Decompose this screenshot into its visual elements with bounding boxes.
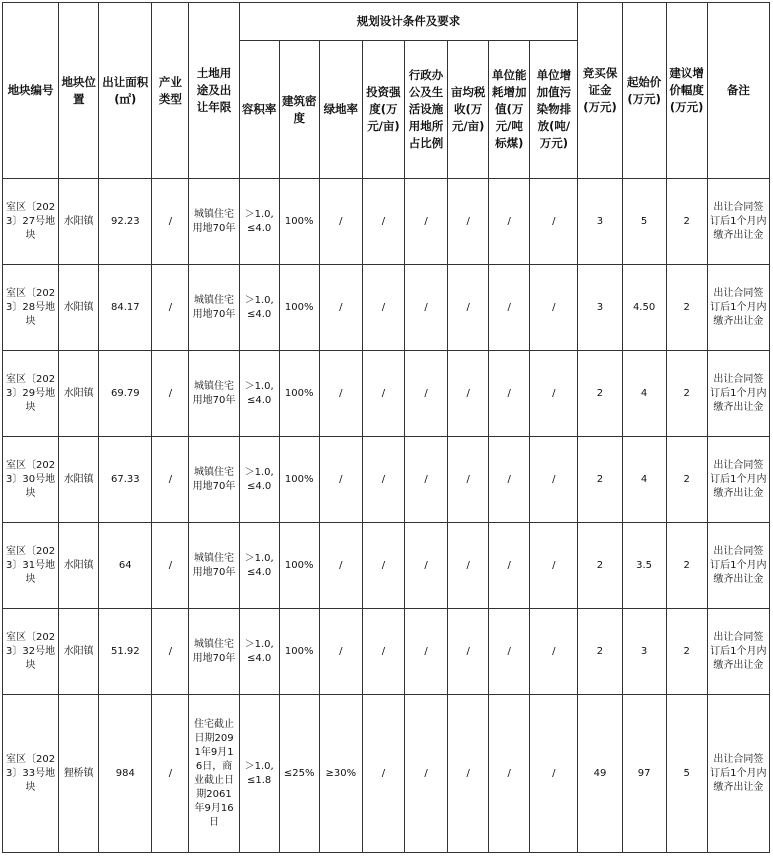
cell-industry: / — [152, 695, 189, 853]
cell-tax: / — [448, 265, 489, 351]
cell-energy: / — [489, 523, 530, 609]
cell-energy: / — [489, 179, 530, 265]
table-row — [3, 523, 770, 609]
cell-green: / — [319, 179, 362, 265]
cell-pollution: / — [530, 437, 578, 523]
header-remark: 备注 — [707, 3, 769, 179]
cell-remark: 出让合同签订后1个月内缴齐出让金 — [707, 351, 769, 437]
cell-far: ＞1.0,≤4.0 — [239, 523, 279, 609]
cell-use: 城镇住宅用地70年 — [189, 351, 239, 437]
table-row — [3, 609, 770, 695]
header-energy: 单位能耗增加值(万元/吨标煤) — [489, 41, 530, 179]
cell-far: ＞1.0,≤4.0 — [239, 437, 279, 523]
cell-start-price: 4.50 — [622, 265, 666, 351]
cell-start-price: 4 — [622, 351, 666, 437]
header-area: 出让面积(㎡) — [99, 3, 152, 179]
cell-industry: / — [152, 609, 189, 695]
cell-increment: 2 — [666, 179, 707, 265]
cell-admin: / — [404, 179, 447, 265]
cell-start-price: 3 — [622, 609, 666, 695]
cell-area: 984 — [99, 695, 152, 853]
cell-density: 100% — [279, 351, 319, 437]
cell-location: 水阳镇 — [59, 609, 99, 695]
cell-use: 城镇住宅用地70年 — [189, 609, 239, 695]
cell-energy: / — [489, 609, 530, 695]
cell-invest: / — [362, 437, 404, 523]
cell-invest: / — [362, 523, 404, 609]
cell-pollution: / — [530, 523, 578, 609]
cell-density: 100% — [279, 179, 319, 265]
cell-energy: / — [489, 265, 530, 351]
cell-remark: 出让合同签订后1个月内缴齐出让金 — [707, 523, 769, 609]
cell-use: 住宅截止日期2091年9月16日，商业截止日期2061年9月16日 — [189, 695, 239, 853]
header-plan-group: 规划设计条件及要求 — [239, 3, 578, 41]
cell-green: / — [319, 523, 362, 609]
cell-green: / — [319, 437, 362, 523]
cell-remark: 出让合同签订后1个月内缴齐出让金 — [707, 695, 769, 853]
cell-admin: / — [404, 437, 447, 523]
cell-energy: / — [489, 351, 530, 437]
cell-green: / — [319, 351, 362, 437]
cell-deposit: 49 — [578, 695, 622, 853]
cell-admin: / — [404, 351, 447, 437]
cell-pollution: / — [530, 265, 578, 351]
cell-tax: / — [448, 437, 489, 523]
header-deposit: 竞买保证金(万元) — [578, 3, 622, 179]
header-id: 地块编号 — [3, 3, 59, 179]
cell-tax: / — [448, 609, 489, 695]
cell-location: 狸桥镇 — [59, 695, 99, 853]
cell-invest: / — [362, 351, 404, 437]
cell-deposit: 2 — [578, 523, 622, 609]
cell-green: / — [319, 609, 362, 695]
cell-increment: 2 — [666, 265, 707, 351]
header-far: 容积率 — [239, 41, 279, 179]
header-tax: 亩均税收(万元/亩) — [448, 41, 489, 179]
cell-start-price: 5 — [622, 179, 666, 265]
cell-increment: 2 — [666, 351, 707, 437]
cell-remark: 出让合同签订后1个月内缴齐出让金 — [707, 179, 769, 265]
cell-id: 室区〔2023〕27号地块 — [3, 179, 59, 265]
cell-remark: 出让合同签订后1个月内缴齐出让金 — [707, 265, 769, 351]
cell-far: ＞1.0,≤4.0 — [239, 265, 279, 351]
cell-industry: / — [152, 179, 189, 265]
header-use: 土地用途及出让年限 — [189, 3, 239, 179]
cell-id: 室区〔2023〕31号地块 — [3, 523, 59, 609]
cell-deposit: 2 — [578, 351, 622, 437]
cell-location: 水阳镇 — [59, 351, 99, 437]
cell-id: 室区〔2023〕32号地块 — [3, 609, 59, 695]
cell-id: 室区〔2023〕33号地块 — [3, 695, 59, 853]
header-start-price: 起始价(万元) — [622, 3, 666, 179]
cell-area: 84.17 — [99, 265, 152, 351]
header-green: 绿地率 — [319, 41, 362, 179]
cell-far: ＞1.0,≤4.0 — [239, 351, 279, 437]
cell-invest: / — [362, 609, 404, 695]
cell-energy: / — [489, 437, 530, 523]
cell-industry: / — [152, 265, 189, 351]
header-industry: 产业类型 — [152, 3, 189, 179]
header-increment: 建议增价幅度(万元) — [666, 3, 707, 179]
cell-id: 室区〔2023〕29号地块 — [3, 351, 59, 437]
cell-location: 水阳镇 — [59, 265, 99, 351]
cell-use: 城镇住宅用地70年 — [189, 265, 239, 351]
cell-use: 城镇住宅用地70年 — [189, 437, 239, 523]
cell-invest: / — [362, 695, 404, 853]
cell-area: 92.23 — [99, 179, 152, 265]
header-admin: 行政办公及生活设施用地所占比例 — [404, 41, 447, 179]
table-row — [3, 265, 770, 351]
cell-invest: / — [362, 265, 404, 351]
cell-density: 100% — [279, 523, 319, 609]
header-pollution: 单位增加值污染物排放(吨/万元) — [530, 41, 578, 179]
cell-location: 水阳镇 — [59, 523, 99, 609]
cell-tax: / — [448, 523, 489, 609]
cell-deposit: 2 — [578, 609, 622, 695]
cell-deposit: 3 — [578, 265, 622, 351]
cell-location: 水阳镇 — [59, 437, 99, 523]
cell-start-price: 97 — [622, 695, 666, 853]
cell-far: ＞1.0,≤1.8 — [239, 695, 279, 853]
cell-admin: / — [404, 695, 447, 853]
cell-tax: / — [448, 351, 489, 437]
cell-area: 64 — [99, 523, 152, 609]
cell-far: ＞1.0,≤4.0 — [239, 179, 279, 265]
cell-pollution: / — [530, 609, 578, 695]
header-location: 地块位置 — [59, 3, 99, 179]
cell-pollution: / — [530, 179, 578, 265]
cell-industry: / — [152, 523, 189, 609]
header-density: 建筑密度 — [279, 41, 319, 179]
table-row — [3, 351, 770, 437]
cell-invest: / — [362, 179, 404, 265]
cell-deposit: 2 — [578, 437, 622, 523]
cell-use: 城镇住宅用地70年 — [189, 523, 239, 609]
cell-location: 水阳镇 — [59, 179, 99, 265]
cell-green: / — [319, 265, 362, 351]
cell-id: 室区〔2023〕28号地块 — [3, 265, 59, 351]
cell-increment: 2 — [666, 523, 707, 609]
cell-increment: 2 — [666, 609, 707, 695]
cell-tax: / — [448, 179, 489, 265]
cell-remark: 出让合同签订后1个月内缴齐出让金 — [707, 609, 769, 695]
cell-area: 69.79 — [99, 351, 152, 437]
cell-admin: / — [404, 265, 447, 351]
cell-start-price: 3.5 — [622, 523, 666, 609]
table-row — [3, 179, 770, 265]
cell-remark: 出让合同签订后1个月内缴齐出让金 — [707, 437, 769, 523]
cell-admin: / — [404, 609, 447, 695]
cell-density: ≤25% — [279, 695, 319, 853]
table-row — [3, 437, 770, 523]
cell-area: 51.92 — [99, 609, 152, 695]
cell-far: ＞1.0,≤4.0 — [239, 609, 279, 695]
cell-pollution: / — [530, 695, 578, 853]
cell-industry: / — [152, 437, 189, 523]
cell-id: 室区〔2023〕30号地块 — [3, 437, 59, 523]
cell-energy: / — [489, 695, 530, 853]
cell-start-price: 4 — [622, 437, 666, 523]
cell-density: 100% — [279, 437, 319, 523]
header-invest: 投资强度(万元/亩) — [362, 41, 404, 179]
cell-area: 67.33 — [99, 437, 152, 523]
cell-pollution: / — [530, 351, 578, 437]
cell-admin: / — [404, 523, 447, 609]
cell-density: 100% — [279, 265, 319, 351]
cell-density: 100% — [279, 609, 319, 695]
cell-tax: / — [448, 695, 489, 853]
cell-use: 城镇住宅用地70年 — [189, 179, 239, 265]
cell-increment: 2 — [666, 437, 707, 523]
cell-increment: 5 — [666, 695, 707, 853]
land-parcel-table — [2, 2, 770, 853]
cell-green: ≥30% — [319, 695, 362, 853]
cell-deposit: 3 — [578, 179, 622, 265]
cell-industry: / — [152, 351, 189, 437]
table-row — [3, 695, 770, 853]
